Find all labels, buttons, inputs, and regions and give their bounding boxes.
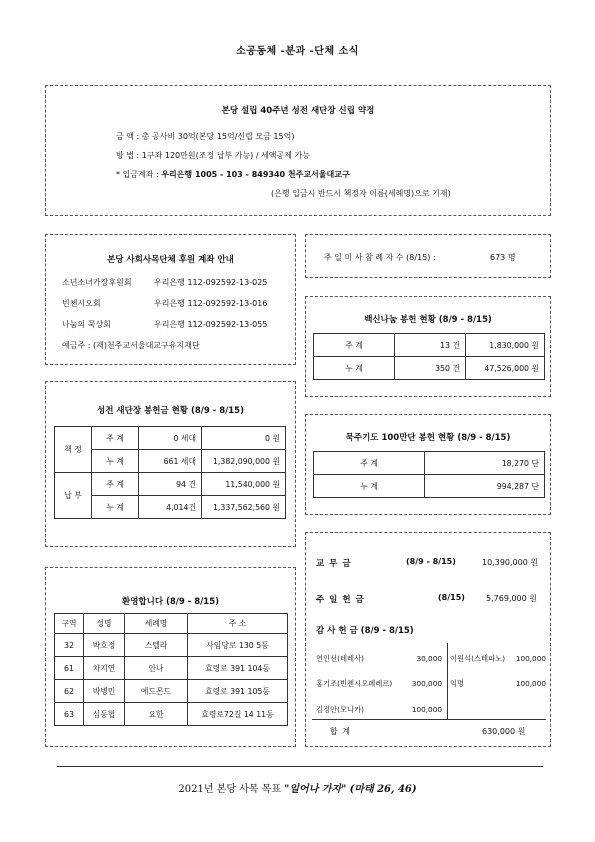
construction-account [116, 169, 350, 180]
footer-motto: "일어나 가자" [284, 784, 347, 795]
sunday-amount: 5,769,000 원 [486, 594, 537, 603]
welfare-bank: 우리은행 112-092592-13-025 [154, 278, 268, 287]
thanks-left-amount: 300,000 [411, 679, 442, 688]
footer-source: (마태 26, 46) [349, 784, 417, 795]
edu-label: 교 무 금 [316, 559, 352, 569]
thanks-right-amount: 100,000 [515, 679, 546, 688]
table-row: 63 심동협 요한 효령로72길 14 11동 [55, 703, 288, 726]
thanks-left-amount: 100,000 [411, 705, 442, 714]
table-row: 61 차지연 안나 효령로 391 104동 [55, 657, 288, 680]
thanks-left-name: 김정안(모니카) [316, 705, 364, 714]
thanks-left-amount: 30,000 [416, 654, 442, 663]
table-row: 누 계 4,014건 1,337,562,560 원 [55, 496, 286, 519]
edu-amount: 10,390,000 원 [482, 558, 539, 567]
welcome-box [45, 567, 296, 747]
prayer-title: 묵주기도 100만단 봉헌 현황 (8/9 - 8/15) [345, 433, 511, 443]
offerings-total-rule [312, 719, 546, 720]
table-row: 누 계 994,287 단 [314, 475, 545, 498]
table-row: 납 부 주 계 94 건 11,540,000 원 [55, 473, 286, 496]
welfare-bank: 우리은행 112-092592-13-055 [154, 320, 268, 329]
rosary-prayer-box [305, 414, 551, 515]
rice-table [313, 333, 545, 380]
offerings-divider [447, 643, 448, 719]
total-label: 합 계 [330, 727, 351, 736]
footer-divider [57, 766, 543, 767]
account-value: 우리은행 1005 - 103 - 849340 천주교서울대교구 [161, 170, 350, 179]
welfare-accounts-box [45, 234, 296, 365]
welfare-title: 본당 사회사목단체 후원 계좌 안내 [107, 255, 234, 265]
thanks-left-name: 홍기조(빈첸시오페레르) [316, 679, 393, 688]
renovation-table [54, 426, 286, 519]
sunday-period: (8/15) [438, 593, 465, 602]
offerings-box [305, 532, 551, 747]
attendance-value: 673 명 [490, 253, 516, 262]
footer-prefix: 2021년 본당 사목 목표 [178, 784, 281, 795]
prayer-table [313, 451, 545, 498]
table-row: 누 계 661 세대 1,382,090,000 원 [55, 450, 286, 473]
welfare-row: 나눔의 묵상회 [62, 320, 111, 329]
sunday-label: 주 일 헌 금 [316, 595, 365, 605]
welfare-bank: 우리은행 112-092592-13-016 [154, 299, 268, 308]
table-row: 누 계 350 건 47,526,000 원 [314, 357, 545, 380]
thanks-right-name: 익명 [450, 679, 465, 688]
table-row: 62 박병민 에드몬드 효령로 391 105동 [55, 680, 288, 703]
thanks-title: 감 사 헌 금 (8/9 - 8/15) [316, 626, 414, 636]
table-row: 주 계 18,270 단 [314, 452, 545, 475]
footer [0, 780, 595, 795]
rice-sharing-box [305, 296, 551, 397]
construction-pledge-box [45, 85, 551, 216]
attendance-label: 주 일 미 사 참 례 자 수 (8/15) : [324, 253, 436, 262]
table-row: 32 박호정 스텔라 사임당로 130 5동 [55, 634, 288, 657]
table-row: 책 정 주 계 0 세대 0 원 [55, 427, 286, 450]
construction-title: 본당 설립 40주년 성전 새단장 신립 약정 [221, 106, 375, 116]
welcome-table [54, 613, 288, 726]
attendance-box [305, 234, 551, 278]
thanks-right-amount: 100,000 [515, 654, 546, 663]
welcome-title: 환영합니다 (8/9 - 8/15) [121, 597, 219, 607]
table-row: 주 계 13 건 1,830,000 원 [314, 334, 545, 357]
renovation-offering-box [45, 381, 296, 547]
welfare-row: 빈첸시오회 [62, 299, 101, 308]
renovation-title: 성전 새단장 봉헌금 현황 (8/9 - 8/15) [97, 406, 244, 416]
thanks-right-name: 이원석(스테파노) [450, 654, 506, 663]
welfare-row: 소년소녀가장후원회 [62, 278, 132, 287]
total-amount: 630,000 원 [482, 727, 526, 736]
thanks-left-name: 연인선(테레사) [316, 654, 364, 663]
page-title: 소공동체 -분과 -단체 소식 [236, 46, 359, 57]
rice-title: 백신나눔 봉헌 현황 (8/9 - 8/15) [364, 315, 492, 325]
welfare-depositor: 예금주 : (재)천주교서울대교구유지재단 [62, 341, 200, 350]
table-header-row: 구역 성명 세례명 주 소 [55, 614, 288, 634]
edu-period: (8/9 - 8/15) [406, 557, 456, 566]
construction-method: 방 법 : 1구좌 120만원(조정 납부 가능) / 세액공제 가능 [116, 151, 310, 160]
account-prefix: * 입금계좌 : [116, 170, 159, 179]
construction-amount: 금 액 : 총 공사비 30억(본당 15억/신립 모금 15억) [116, 132, 295, 141]
account-note: (은행 입금시 반드시 책정자 이름(세례명)으로 기재) [271, 189, 451, 198]
